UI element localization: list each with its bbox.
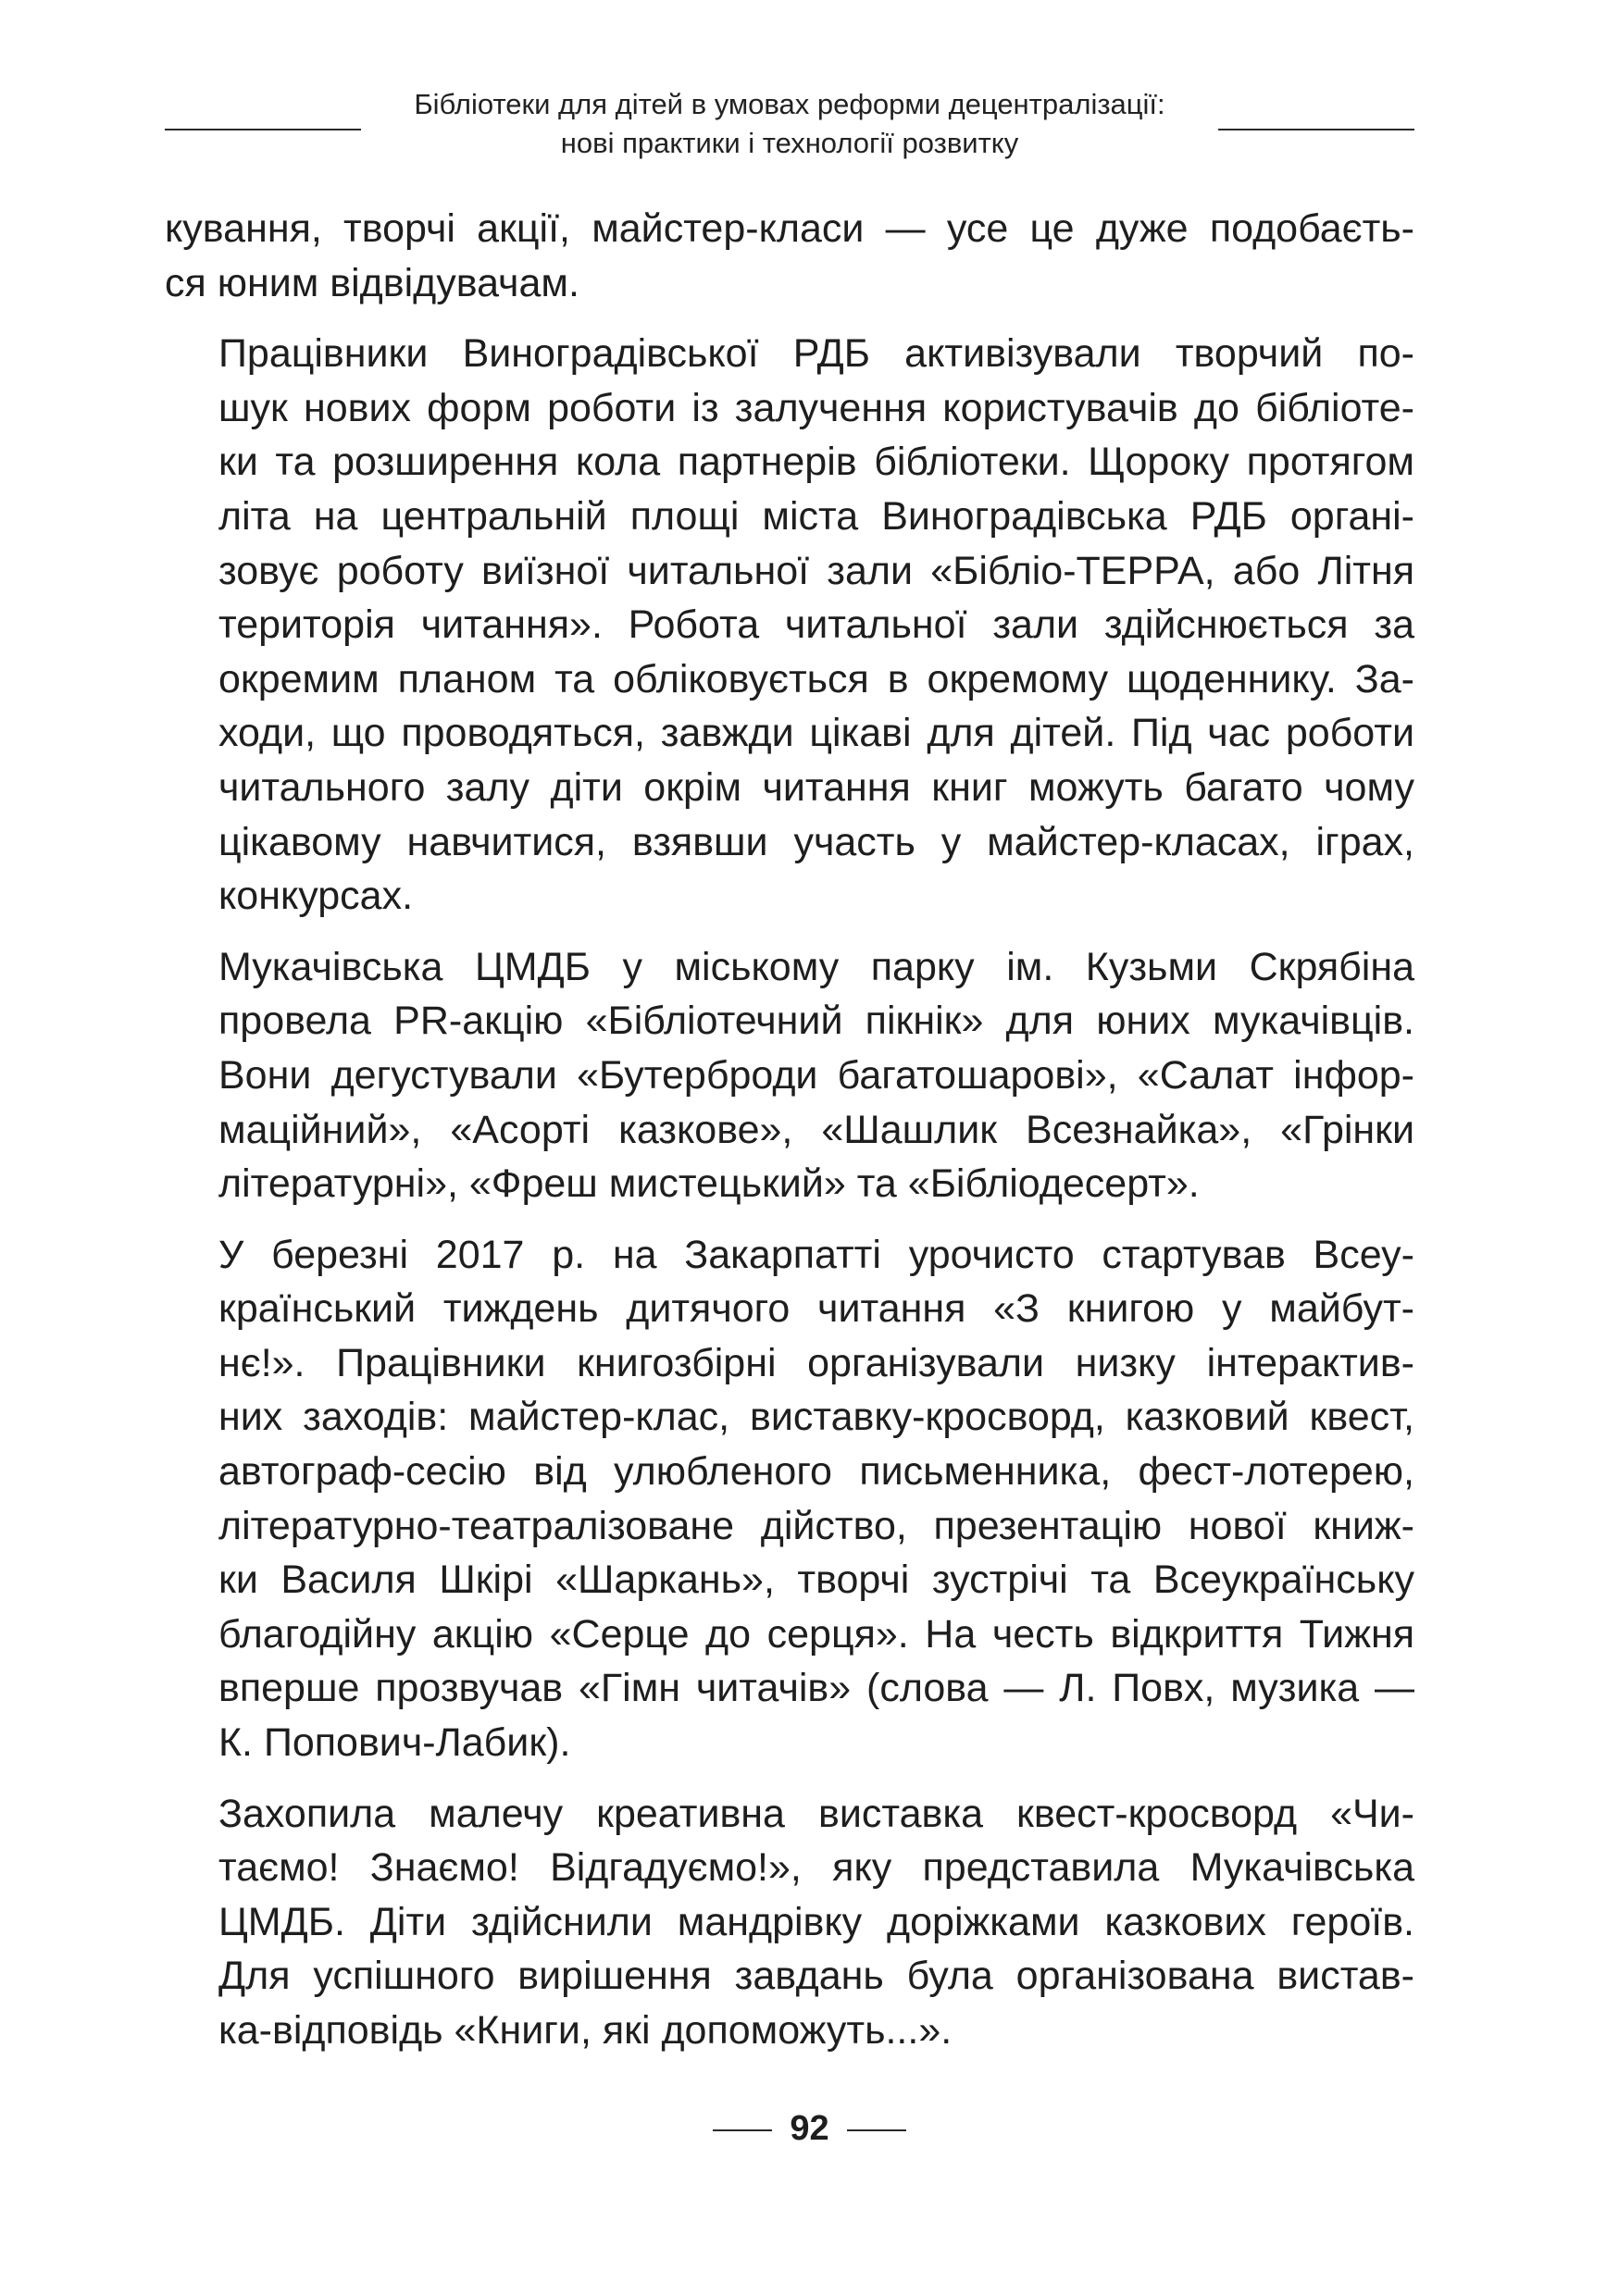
text-line: нє!». Працівники книгозбірні організували низку інтерактив- — [218, 1340, 1414, 1385]
text-line: країнський тиждень дитячого читання «З книгою у майбут- — [218, 1286, 1414, 1332]
text-line: шук нових форм роботи із залучення користувачів до бібліоте- — [218, 385, 1414, 430]
text-line: благодійну акцію «Серце до серця». На честь відкриття Тижня — [218, 1611, 1414, 1657]
text-line: Захопила малечу креативна виставка квест-кросворд «Чи- — [218, 1791, 1414, 1836]
text-line: ки та розширення кола партнерів бібліотеки. Щороку протягом — [218, 440, 1414, 485]
text-line: ся юним відвідувачам. — [165, 260, 579, 305]
text-line: кування, творчі акції, майстер-класи — усе це дуже подобаєть- — [165, 206, 1414, 251]
paragraph-3 — [165, 940, 1414, 1211]
header-rule-left — [165, 129, 361, 130]
text-line: провела PR-акцію «Бібліотечний пікнік» для юних мукачівців. — [218, 999, 1414, 1044]
text-line: Працівники Виноградівської РДБ активізували творчий по- — [218, 331, 1414, 377]
text-line: цікавому навчитися, взявши участь у майстер-класах, іграх, — [218, 819, 1414, 864]
text-line: територія читання». Робота читальної зали здійснюється за — [218, 602, 1414, 648]
text-line: літературно-театралізоване дійство, презентацію нової книж- — [218, 1503, 1414, 1548]
header-title — [368, 85, 1211, 163]
text-line: конкурсах. — [218, 874, 414, 919]
page-number: 92 — [790, 2109, 829, 2148]
paragraph-1 — [165, 202, 1414, 310]
text-line: вперше прозвучав «Гімн читачів» (слова — Л. Повх, музика — — [218, 1666, 1414, 1711]
text-line: зовує роботу виїзної читальної зали «Бібліо-ТЕРРА, або Літня — [218, 548, 1414, 593]
body-text — [165, 202, 1414, 2075]
footer-rule-left — [713, 2129, 772, 2131]
text-line: К. Попович-Лабик). — [218, 1720, 571, 1766]
header-title-line-2: нові практики і технології розвитку — [560, 127, 1019, 159]
paragraph-5 — [165, 1787, 1414, 2058]
text-line: У березні 2017 р. на Закарпатті урочисто стартував Всеу- — [218, 1232, 1414, 1277]
paragraph-2 — [165, 327, 1414, 924]
text-line: маційний», «Асорті казкове», «Шашлик Всезнайка», «Грінки — [218, 1107, 1414, 1152]
text-line: читального залу діти окрім читання книг можуть багато чому — [218, 764, 1414, 810]
text-line: таємо! Знаємо! Відгадуємо!», яку представила Мукачівська — [218, 1845, 1414, 1891]
footer-rule-right — [847, 2129, 906, 2131]
text-line: Мукачівська ЦМДБ у міському парку ім. Кузьми Скрябіна — [218, 944, 1414, 989]
text-line: ЦМДБ. Діти здійснили мандрівку доріжками казкових героїв. — [218, 1899, 1414, 1944]
header-rule-right — [1218, 129, 1414, 130]
text-line: автограф-сесію від улюбленого письменника, фест-лотерею, — [218, 1449, 1414, 1495]
text-line: Вони дегустували «Бутерброди багатошарові», «Салат інфор- — [218, 1052, 1414, 1098]
text-line: ходи, що проводяться, завжди цікаві для дітей. Під час роботи — [218, 711, 1414, 756]
page-footer — [0, 2105, 1619, 2152]
paragraph-4 — [165, 1228, 1414, 1770]
text-line: окремим планом та обліковується в окремому щоденнику. За- — [218, 656, 1414, 701]
text-line: ки Василя Шкірі «Шаркань», творчі зустрічі та Всеукраїнську — [218, 1558, 1414, 1603]
text-line: ка-відповідь «Книги, які допоможуть...». — [218, 2008, 953, 2053]
header-title-line-1: Бібліотеки для дітей в умовах реформи децентралізації: — [414, 88, 1165, 120]
text-line: літературні», «Фреш мистецький» та «Бібліодесерт». — [218, 1161, 1200, 1207]
text-line: літа на центральній площі міста Виноградівська РДБ органі- — [218, 493, 1414, 539]
text-line: Для успішного вирішення завдань була організована вистав- — [218, 1954, 1414, 1999]
text-line: них заходів: майстер-клас, виставку-кросворд, казковий квест, — [218, 1395, 1414, 1440]
running-header — [165, 85, 1414, 168]
